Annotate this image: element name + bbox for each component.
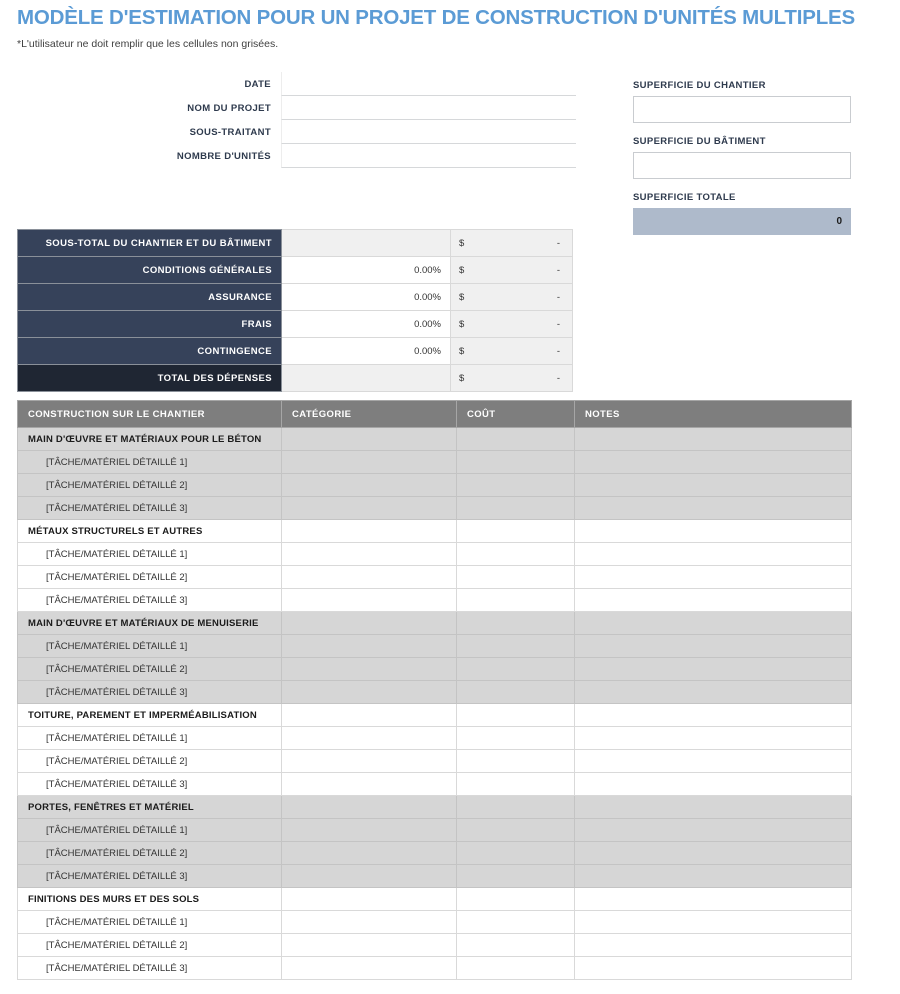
item-notes-cell[interactable] — [575, 842, 852, 865]
section-row — [18, 796, 852, 819]
currency-symbol: $ — [459, 372, 465, 384]
summary-label: TOTAL DES DÉPENSES — [18, 365, 282, 392]
item-cost-cell[interactable] — [457, 451, 575, 474]
item-label[interactable]: [TÂCHE/MATÉRIEL DÉTAILLÉ 2] — [18, 658, 282, 681]
total-area-label: SUPERFICIE TOTALE — [633, 192, 736, 203]
section-notes-cell[interactable] — [575, 704, 852, 727]
section-category-cell[interactable] — [282, 612, 457, 635]
item-notes-cell[interactable] — [575, 451, 852, 474]
amount-value: - — [556, 318, 560, 330]
item-cost-cell[interactable] — [457, 934, 575, 957]
section-row — [18, 520, 852, 543]
section-category-cell[interactable] — [282, 704, 457, 727]
amount-value: - — [556, 237, 560, 249]
project-info-form — [17, 72, 576, 168]
section-notes-cell[interactable] — [575, 428, 852, 451]
item-label[interactable]: [TÂCHE/MATÉRIEL DÉTAILLÉ 1] — [18, 819, 282, 842]
item-category-cell[interactable] — [282, 566, 457, 589]
item-category-cell[interactable] — [282, 865, 457, 888]
item-cost-cell[interactable] — [457, 750, 575, 773]
section-row — [18, 888, 852, 911]
item-notes-cell[interactable] — [575, 727, 852, 750]
item-notes-cell[interactable] — [575, 543, 852, 566]
section-category-cell[interactable] — [282, 796, 457, 819]
item-cost-cell[interactable] — [457, 658, 575, 681]
item-cost-cell[interactable] — [457, 842, 575, 865]
item-label[interactable]: [TÂCHE/MATÉRIEL DÉTAILLÉ 2] — [18, 750, 282, 773]
form-row — [17, 120, 576, 144]
item-notes-cell[interactable] — [575, 566, 852, 589]
site-area-input[interactable] — [633, 96, 851, 123]
summary-amount — [451, 365, 573, 392]
currency-symbol: $ — [459, 291, 465, 303]
item-category-cell[interactable] — [282, 819, 457, 842]
item-notes-cell[interactable] — [575, 635, 852, 658]
item-cost-cell[interactable] — [457, 566, 575, 589]
section-row — [18, 704, 852, 727]
summary-row — [18, 365, 573, 392]
table-row — [18, 819, 852, 842]
item-label[interactable]: [TÂCHE/MATÉRIEL DÉTAILLÉ 2] — [18, 842, 282, 865]
item-notes-cell[interactable] — [575, 865, 852, 888]
item-category-cell[interactable] — [282, 934, 457, 957]
table-row — [18, 589, 852, 612]
column-header: NOTES — [575, 401, 852, 428]
section-category-cell[interactable] — [282, 520, 457, 543]
item-cost-cell[interactable] — [457, 957, 575, 980]
currency-symbol: $ — [459, 237, 465, 249]
item-notes-cell[interactable] — [575, 497, 852, 520]
table-row — [18, 842, 852, 865]
item-cost-cell[interactable] — [457, 911, 575, 934]
item-label[interactable]: [TÂCHE/MATÉRIEL DÉTAILLÉ 3] — [18, 681, 282, 704]
section-cost-cell[interactable] — [457, 428, 575, 451]
table-row — [18, 957, 852, 980]
table-row — [18, 865, 852, 888]
table-row — [18, 566, 852, 589]
item-label[interactable]: [TÂCHE/MATÉRIEL DÉTAILLÉ 2] — [18, 934, 282, 957]
item-label[interactable]: [TÂCHE/MATÉRIEL DÉTAILLÉ 3] — [18, 957, 282, 980]
table-row — [18, 727, 852, 750]
summary-row — [18, 338, 573, 365]
summary-percent[interactable]: 0.00% — [282, 284, 451, 311]
section-row — [18, 428, 852, 451]
section-title: TOITURE, PAREMENT ET IMPERMÉABILISATION — [18, 704, 282, 727]
item-notes-cell[interactable] — [575, 658, 852, 681]
summary-label: CONDITIONS GÉNÉRALES — [18, 257, 282, 284]
table-row — [18, 750, 852, 773]
section-cost-cell[interactable] — [457, 796, 575, 819]
item-category-cell[interactable] — [282, 497, 457, 520]
section-title: MÉTAUX STRUCTURELS ET AUTRES — [18, 520, 282, 543]
summary-percent[interactable]: 0.00% — [282, 257, 451, 284]
item-category-cell[interactable] — [282, 681, 457, 704]
field-input[interactable] — [281, 120, 576, 144]
summary-percent — [282, 230, 451, 257]
item-label[interactable]: [TÂCHE/MATÉRIEL DÉTAILLÉ 3] — [18, 497, 282, 520]
item-category-cell[interactable] — [282, 957, 457, 980]
item-label[interactable]: [TÂCHE/MATÉRIEL DÉTAILLÉ 3] — [18, 865, 282, 888]
item-label[interactable]: [TÂCHE/MATÉRIEL DÉTAILLÉ 1] — [18, 635, 282, 658]
summary-amount — [451, 311, 573, 338]
summary-label: CONTINGENCE — [18, 338, 282, 365]
column-header: COÛT — [457, 401, 575, 428]
section-cost-cell[interactable] — [457, 520, 575, 543]
item-category-cell[interactable] — [282, 658, 457, 681]
field-input[interactable] — [281, 96, 576, 120]
summary-percent[interactable]: 0.00% — [282, 338, 451, 365]
item-label[interactable]: [TÂCHE/MATÉRIEL DÉTAILLÉ 1] — [18, 451, 282, 474]
item-notes-cell[interactable] — [575, 773, 852, 796]
item-cost-cell[interactable] — [457, 635, 575, 658]
item-notes-cell[interactable] — [575, 589, 852, 612]
item-label[interactable]: [TÂCHE/MATÉRIEL DÉTAILLÉ 3] — [18, 773, 282, 796]
item-notes-cell[interactable] — [575, 934, 852, 957]
item-category-cell[interactable] — [282, 750, 457, 773]
table-row — [18, 934, 852, 957]
item-cost-cell[interactable] — [457, 819, 575, 842]
column-header: CATÉGORIE — [282, 401, 457, 428]
table-row — [18, 474, 852, 497]
section-title: PORTES, FENÊTRES ET MATÉRIEL — [18, 796, 282, 819]
item-label[interactable]: [TÂCHE/MATÉRIEL DÉTAILLÉ 3] — [18, 589, 282, 612]
item-notes-cell[interactable] — [575, 911, 852, 934]
currency-symbol: $ — [459, 264, 465, 276]
summary-row — [18, 311, 573, 338]
item-label[interactable]: [TÂCHE/MATÉRIEL DÉTAILLÉ 1] — [18, 543, 282, 566]
item-notes-cell[interactable] — [575, 819, 852, 842]
summary-row — [18, 284, 573, 311]
table-row — [18, 543, 852, 566]
item-label[interactable]: [TÂCHE/MATÉRIEL DÉTAILLÉ 2] — [18, 566, 282, 589]
section-title: MAIN D'ŒUVRE ET MATÉRIAUX DE MENUISERIE — [18, 612, 282, 635]
building-area-input[interactable] — [633, 152, 851, 179]
section-cost-cell[interactable] — [457, 888, 575, 911]
item-category-cell[interactable] — [282, 727, 457, 750]
column-header: CONSTRUCTION SUR LE CHANTIER — [18, 401, 282, 428]
summary-amount — [451, 284, 573, 311]
amount-value: - — [556, 372, 560, 384]
field-label: NOMBRE D'UNITÉS — [176, 151, 271, 162]
total-area-value: 0 — [633, 208, 851, 235]
summary-label: SOUS-TOTAL DU CHANTIER ET DU BÂTIMENT — [18, 230, 282, 257]
item-category-cell[interactable] — [282, 773, 457, 796]
field-input[interactable] — [281, 72, 576, 96]
summary-percent[interactable]: 0.00% — [282, 311, 451, 338]
item-label[interactable]: [TÂCHE/MATÉRIEL DÉTAILLÉ 2] — [18, 474, 282, 497]
amount-value: - — [556, 291, 560, 303]
section-title: FINITIONS DES MURS ET DES SOLS — [18, 888, 282, 911]
section-category-cell[interactable] — [282, 428, 457, 451]
table-row — [18, 681, 852, 704]
site-area-label: SUPERFICIE DU CHANTIER — [633, 80, 766, 91]
summary-amount — [451, 338, 573, 365]
item-cost-cell[interactable] — [457, 543, 575, 566]
summary-table — [17, 229, 573, 392]
item-cost-cell[interactable] — [457, 681, 575, 704]
summary-label: ASSURANCE — [18, 284, 282, 311]
item-label[interactable]: [TÂCHE/MATÉRIEL DÉTAILLÉ 1] — [18, 727, 282, 750]
currency-symbol: $ — [459, 345, 465, 357]
form-row — [17, 96, 576, 120]
item-cost-cell[interactable] — [457, 727, 575, 750]
currency-symbol: $ — [459, 318, 465, 330]
section-cost-cell[interactable] — [457, 704, 575, 727]
item-cost-cell[interactable] — [457, 773, 575, 796]
table-row — [18, 497, 852, 520]
form-row — [17, 144, 576, 168]
item-category-cell[interactable] — [282, 543, 457, 566]
item-cost-cell[interactable] — [457, 474, 575, 497]
table-row — [18, 635, 852, 658]
page-title: MODÈLE D'ESTIMATION POUR UN PROJET DE CONSTRUCTION D'UNITÉS MULTIPLES — [17, 6, 855, 29]
item-cost-cell[interactable] — [457, 497, 575, 520]
section-notes-cell[interactable] — [575, 520, 852, 543]
item-cost-cell[interactable] — [457, 865, 575, 888]
field-label: DATE — [244, 79, 271, 90]
section-row — [18, 612, 852, 635]
section-notes-cell[interactable] — [575, 612, 852, 635]
page-subtitle: *L'utilisateur ne doit remplir que les cellules non grisées. — [17, 38, 279, 50]
item-notes-cell[interactable] — [575, 681, 852, 704]
table-row — [18, 451, 852, 474]
summary-label: FRAIS — [18, 311, 282, 338]
section-notes-cell[interactable] — [575, 796, 852, 819]
section-category-cell[interactable] — [282, 888, 457, 911]
summary-amount — [451, 257, 573, 284]
amount-value: - — [556, 345, 560, 357]
item-category-cell[interactable] — [282, 589, 457, 612]
form-row — [17, 72, 576, 96]
field-input[interactable] — [281, 144, 576, 168]
item-category-cell[interactable] — [282, 911, 457, 934]
table-row — [18, 658, 852, 681]
item-cost-cell[interactable] — [457, 589, 575, 612]
item-label[interactable]: [TÂCHE/MATÉRIEL DÉTAILLÉ 1] — [18, 911, 282, 934]
item-notes-cell[interactable] — [575, 474, 852, 497]
building-area-label: SUPERFICIE DU BÂTIMENT — [633, 136, 766, 147]
item-notes-cell[interactable] — [575, 957, 852, 980]
area-form — [633, 80, 851, 235]
field-label: SOUS-TRAITANT — [189, 127, 271, 138]
amount-value: - — [556, 264, 560, 276]
table-header-row — [18, 401, 852, 428]
section-cost-cell[interactable] — [457, 612, 575, 635]
item-category-cell[interactable] — [282, 474, 457, 497]
item-category-cell[interactable] — [282, 842, 457, 865]
summary-percent — [282, 365, 451, 392]
summary-amount — [451, 230, 573, 257]
section-notes-cell[interactable] — [575, 888, 852, 911]
item-category-cell[interactable] — [282, 635, 457, 658]
construction-cost-table — [17, 400, 852, 980]
item-category-cell[interactable] — [282, 451, 457, 474]
item-notes-cell[interactable] — [575, 750, 852, 773]
table-row — [18, 773, 852, 796]
field-label: NOM DU PROJET — [187, 103, 271, 114]
table-row — [18, 911, 852, 934]
summary-row — [18, 257, 573, 284]
section-title: MAIN D'ŒUVRE ET MATÉRIAUX POUR LE BÉTON — [18, 428, 282, 451]
summary-row — [18, 230, 573, 257]
